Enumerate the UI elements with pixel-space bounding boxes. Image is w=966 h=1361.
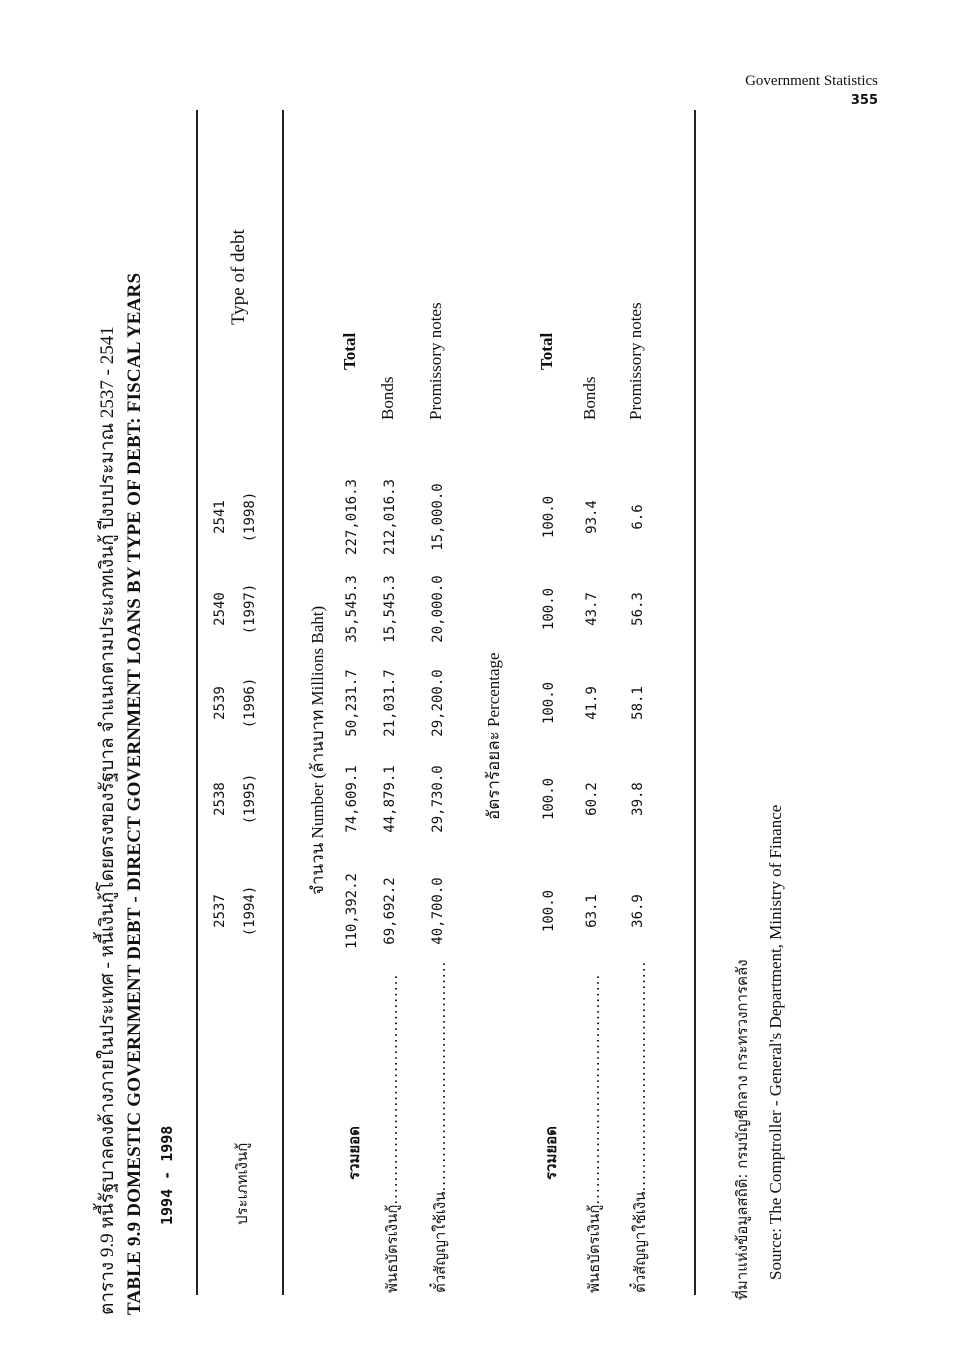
row-label-thai-bonds: พันธบัตรเงินกู้........................................ (383, 973, 401, 1293)
cell-number-bonds-1996: 21,031.7 (382, 669, 398, 737)
cell-number-notes-1998: 15,000.0 (430, 483, 446, 551)
cell-pct-notes-1994: 36.9 (630, 894, 646, 928)
bottom-rule (694, 110, 696, 1295)
row-label-english-bonds: Bonds (378, 376, 397, 420)
cell-pct-total-1997: 100.0 (541, 587, 557, 631)
source-thai: ที่มาแห่งข้อมูลสถิติ: กรมบัญชีกลาง กระทรวงการคลัง (733, 959, 751, 1300)
section-heading-percentage: อัตราร้อยละ Percentage (484, 652, 503, 820)
row-label-thai-total-pct: รวมยอด (542, 1126, 560, 1180)
row-label-english-total-pct: Total (537, 332, 556, 370)
running-header (745, 72, 878, 110)
table-title-years: 1994 - 1998 (158, 1125, 176, 1225)
cell-pct-total-1996: 100.0 (541, 681, 557, 725)
col-head-2539: 2539 (212, 686, 228, 720)
cell-pct-notes-1998: 6.6 (630, 504, 646, 530)
col-head-2541: 2541 (212, 500, 228, 534)
row-label-thai-promissory-notes-pct: ตั๋วสัญญาใช้เงิน........................................ (631, 960, 649, 1293)
row-label-english-promissory-notes-pct: Promissory notes (626, 302, 645, 420)
cell-pct-bonds-1996: 41.9 (584, 686, 600, 720)
source-english: Source: The Comptroller - General's Department, Ministry of Finance (766, 804, 785, 1280)
col-head-2538: 2538 (212, 782, 228, 816)
section-heading-number: จำนวน Number (ล้านบาท Millions Baht) (308, 605, 327, 895)
cell-pct-bonds-1995: 60.2 (584, 782, 600, 816)
col-head-1995: (1995) (242, 773, 258, 825)
row-label-english-bonds-pct: Bonds (580, 376, 599, 420)
col-head-2537: 2537 (212, 894, 228, 928)
row-label-english-promissory-notes: Promissory notes (426, 302, 445, 420)
row-label-thai-total: รวมยอด (345, 1126, 363, 1180)
col-head-1997: (1997) (242, 583, 258, 635)
col-head-1998: (1998) (242, 491, 258, 543)
table-title-english: TABLE 9.9 DOMESTIC GOVERNMENT DEBT - DIRECT GOVERNMENT LOANS BY TYPE OF DEBT: FISCAL YEARS (124, 272, 145, 1315)
cell-number-total-1995: 74,609.1 (344, 765, 360, 833)
top-rule (196, 110, 198, 1295)
cell-number-total-1997: 35,545.3 (344, 575, 360, 643)
cell-number-total-1998: 227,016.3 (344, 479, 360, 555)
cell-pct-notes-1997: 56.3 (630, 592, 646, 626)
cell-pct-notes-1995: 39.8 (630, 782, 646, 816)
header-rule (282, 110, 284, 1295)
cell-number-bonds-1997: 15,545.3 (382, 575, 398, 643)
cell-pct-bonds-1998: 93.4 (584, 500, 600, 534)
page-number: 355 (850, 93, 878, 108)
cell-number-notes-1994: 40,700.0 (430, 877, 446, 945)
cell-number-bonds-1994: 69,692.2 (382, 877, 398, 945)
col-head-2540: 2540 (212, 592, 228, 626)
col-head-1996: (1996) (242, 677, 258, 729)
rotated-table-page (82, 75, 702, 1315)
source-notes (730, 740, 800, 1300)
cell-pct-notes-1996: 58.1 (630, 686, 646, 720)
cell-pct-bonds-1994: 63.1 (584, 894, 600, 928)
cell-number-notes-1996: 29,200.0 (430, 669, 446, 737)
cell-number-total-1996: 50,231.7 (344, 669, 360, 737)
cell-pct-total-1994: 100.0 (541, 889, 557, 933)
cell-number-notes-1997: 20,000.0 (430, 575, 446, 643)
stub-head-thai: ประเภทเงินกู้ (233, 1142, 251, 1225)
row-label-thai-promissory-notes: ตั๋วสัญญาใช้เงิน........................................ (431, 960, 449, 1293)
cell-number-bonds-1995: 44,879.1 (382, 765, 398, 833)
cell-pct-total-1995: 100.0 (541, 777, 557, 821)
cell-pct-total-1998: 100.0 (541, 495, 557, 539)
cell-number-bonds-1998: 212,016.3 (382, 479, 398, 555)
row-label-english-total: Total (340, 332, 359, 370)
publication-title: Government Statistics (745, 73, 878, 89)
cell-pct-bonds-1997: 43.7 (584, 592, 600, 626)
stub-head-english: Type of debt (228, 229, 249, 325)
cell-number-total-1994: 110,392.2 (344, 873, 360, 949)
row-label-thai-bonds-pct: พันธบัตรเงินกู้........................................ (585, 973, 603, 1293)
table-title-thai: ตาราง 9.9 หนี้รัฐบาลคงค้างภายในประเทศ - หนี้เงินกู้โดยตรงของรัฐบาล จำแนกตามประเภทเงินกู้ ปีงบประมาณ 2537 - 2541 (97, 326, 118, 1315)
col-head-1994: (1994) (242, 885, 258, 937)
cell-number-notes-1995: 29,730.0 (430, 765, 446, 833)
